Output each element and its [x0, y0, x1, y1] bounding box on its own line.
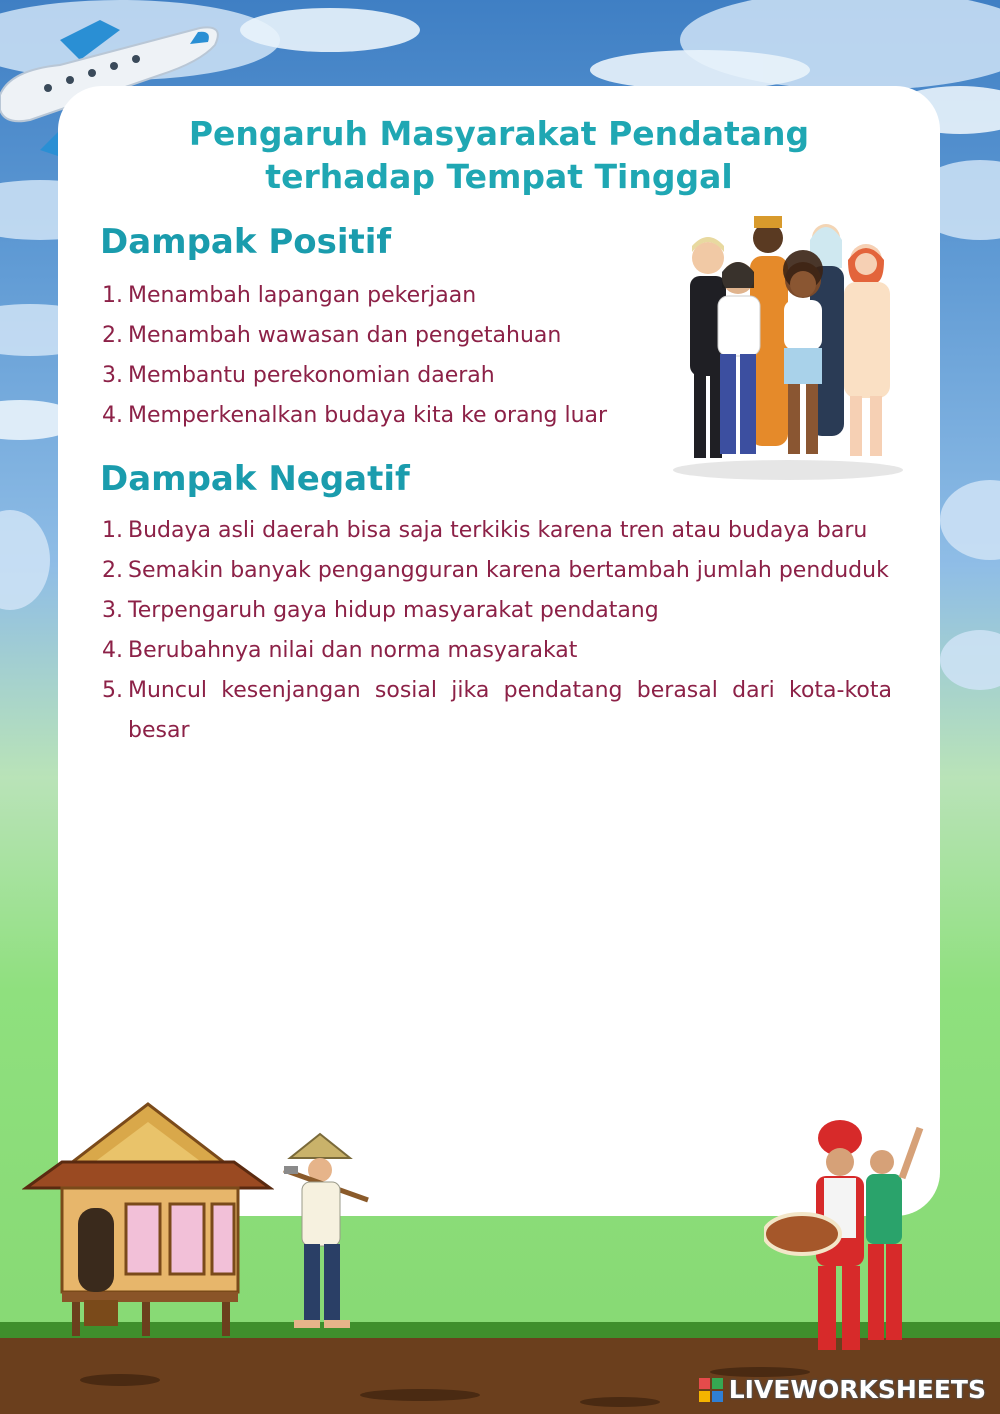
wooden-stilt-house — [22, 1100, 274, 1340]
list-item — [102, 316, 682, 356]
item-text: Semakin banyak pengangguran karena bertambah jumlah penduduk — [128, 558, 889, 583]
item-text: Menambah lapangan pekerjaan — [128, 283, 477, 308]
item-number: 1. — [102, 283, 123, 308]
logo-grid-icon — [699, 1378, 723, 1402]
title-line-2: terhadap Tempat Tinggal — [265, 157, 733, 196]
list-item — [102, 591, 892, 631]
list-item — [102, 551, 892, 591]
item-text: Membantu perekonomian daerah — [128, 363, 495, 388]
item-number: 3. — [102, 363, 123, 388]
item-text: Menambah wawasan dan pengetahuan — [128, 323, 562, 348]
diverse-people-group — [668, 208, 908, 484]
positive-heading: Dampak Positif — [100, 222, 392, 262]
item-number: 1. — [102, 518, 123, 543]
negative-list — [102, 511, 892, 751]
negative-heading: Dampak Negatif — [100, 459, 410, 499]
farmer-with-hoe — [276, 1130, 376, 1345]
positive-list — [102, 276, 682, 436]
item-text: Terpengaruh gaya hidup masyarakat pendatang — [128, 598, 659, 623]
liveworksheets-logo — [699, 1375, 986, 1404]
item-number: 2. — [102, 323, 123, 348]
item-text: Budaya asli daerah bisa saja terkikis karena tren atau budaya baru — [128, 518, 868, 543]
item-text: Memperkenalkan budaya kita ke orang luar — [128, 403, 608, 428]
list-item — [102, 276, 682, 316]
item-number: 3. — [102, 598, 123, 623]
item-text: Muncul kesenjangan sosial jika pendatang berasal dari kota-kota besar — [128, 678, 892, 743]
item-text: Berubahnya nilai dan norma masyarakat — [128, 638, 578, 663]
list-item — [102, 671, 892, 751]
item-number: 4. — [102, 403, 123, 428]
item-number: 4. — [102, 638, 123, 663]
list-item — [102, 356, 682, 396]
list-item — [102, 631, 892, 671]
watermark-text: LIVEWORKSHEETS — [728, 1375, 986, 1404]
list-item — [102, 396, 682, 436]
title-line-1: Pengaruh Masyarakat Pendatang — [188, 114, 810, 153]
item-number: 2. — [102, 558, 123, 583]
item-number: 5. — [102, 678, 123, 703]
dhol-drummer-and-dancer — [764, 1118, 938, 1360]
page-title — [58, 112, 940, 198]
list-item — [102, 511, 892, 551]
